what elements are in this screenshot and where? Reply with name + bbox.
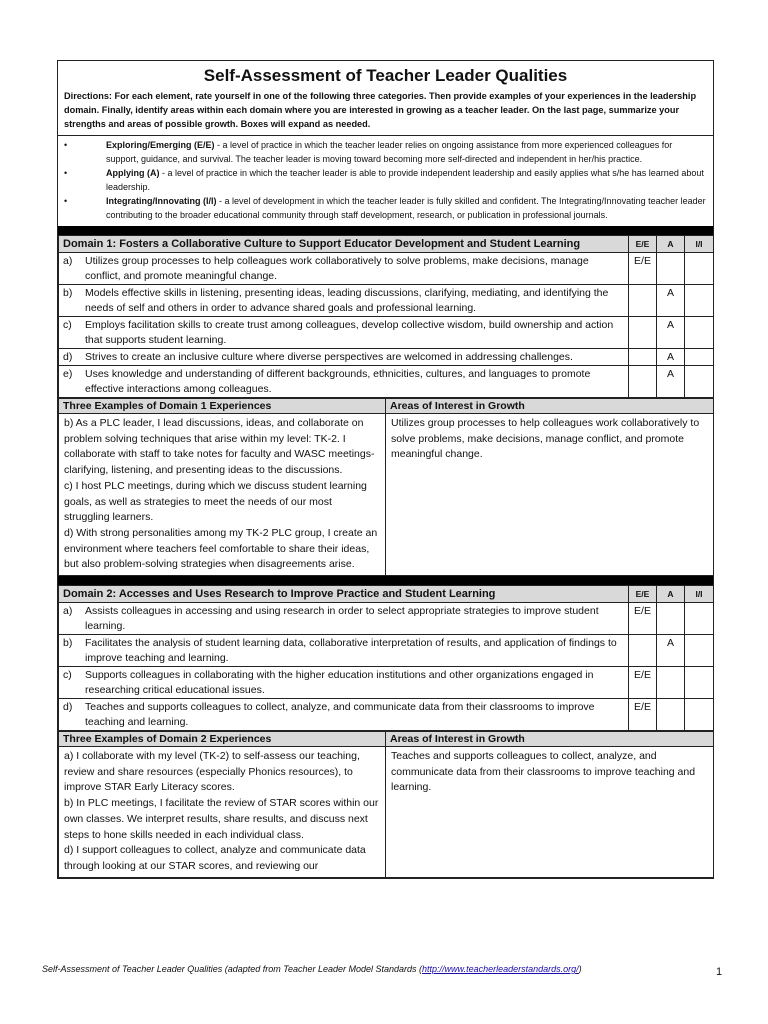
category-term: Applying (A)	[106, 168, 160, 178]
standard-text: Models effective skills in listening, presenting ideas, leading discussions, clarifying, mediating, and identifying the needs of self and others in order to advance shared goals and professional learning.	[85, 287, 609, 314]
assessment-sheet	[57, 60, 714, 879]
standard-row	[59, 285, 714, 317]
category-text: - a level of practice in which the teacher leader is able to provide independent leadership and easily applies what s/he has learned about leadership.	[106, 168, 704, 192]
example-entry: b) As a PLC leader, I lead discussions, ideas, and collaborate on problem solving techniques that arise within my level: TK-2. I collaborate with staff to take notes for faculty and WASC meetings- clarifying, listening, and presenting ideas to the discussions.	[64, 417, 375, 477]
rating-ii-cell[interactable]	[685, 317, 714, 349]
standard-label: c)	[63, 319, 72, 331]
col-ee-header: E/E	[629, 586, 657, 603]
rating-a-cell[interactable]	[657, 667, 685, 699]
rating-ee-cell[interactable]: E/E	[629, 603, 657, 635]
rating-a-cell[interactable]	[657, 253, 685, 285]
standard-label: a)	[63, 605, 73, 618]
footer	[42, 964, 582, 974]
standard-label: b)	[63, 287, 73, 299]
standard-row	[59, 366, 714, 398]
rating-ee-cell[interactable]: E/E	[629, 253, 657, 285]
rating-ee-cell[interactable]	[629, 635, 657, 667]
rating-ii-cell[interactable]	[685, 667, 714, 699]
examples-header: Three Examples of Domain 1 Experiences	[59, 399, 386, 414]
domain1-title: Domain 1: Fosters a Collaborative Culture to Support Educator Development and Student Learning	[59, 236, 629, 253]
standard-label: d)	[63, 351, 73, 363]
standard-cell	[59, 253, 629, 285]
category-text: - a level of development in which the teacher leader is fully skilled and confident. The Integrating/Innovating teacher leader contributing to the broader educational community through staff development, research, or publication in professional journals.	[106, 196, 706, 220]
standard-label: d)	[63, 701, 73, 714]
footer-text: Self-Assessment of Teacher Leader Qualities (adapted from Teacher Leader Model Standards (	[42, 964, 423, 974]
growth-cell[interactable]	[386, 747, 714, 878]
growth-text: Utilizes group processes to help colleagues work collaboratively to solve problems, make decisions, manage conflict, and promote meaningful change.	[391, 417, 700, 461]
bullet: •	[64, 196, 68, 206]
standard-cell	[59, 285, 629, 317]
standard-row	[59, 253, 714, 285]
standard-text: Uses knowledge and understanding of different backgrounds, ethnicities, cultures, and languages to promote effective interactions among colleagues.	[85, 368, 591, 395]
bullet: •	[64, 140, 68, 150]
standard-text: Utilizes group processes to help colleagues work collaboratively to solve problems, make decisions, manage conflict, and promote meaningful change.	[85, 255, 589, 282]
standard-label: a)	[63, 255, 73, 267]
standard-text: Teaches and supports colleagues to collect, analyze, and communicate data from their classrooms to improve teaching and learning.	[85, 701, 595, 729]
col-ee-header: E/E	[629, 236, 657, 253]
standard-cell	[59, 699, 629, 731]
example-entry: c) I host PLC meetings, during which we discuss student learning goals, as well as strategies to meet the needs of our most struggling learners.	[64, 479, 367, 524]
standard-cell	[59, 366, 629, 398]
example-entry: b) In PLC meetings, I facilitate the review of STAR scores within our own classes. We interpret results, share results, and discuss next steps to hone skills needed in each individual class.	[64, 797, 379, 841]
standard-text: Assists colleagues in accessing and using research in order to select appropriate strategies to improve student learning.	[85, 605, 599, 633]
standard-label: c)	[63, 669, 72, 682]
rating-a-cell[interactable]: A	[657, 285, 685, 317]
standard-cell	[59, 603, 629, 635]
category-term: Exploring/Emerging (E/E)	[106, 140, 215, 150]
standard-text: Employs facilitation skills to create trust among colleagues, develop collective wisdom, build ownership and action that supports student learning.	[85, 319, 614, 346]
footer-close: )	[578, 964, 582, 974]
standard-text: Strives to create an inclusive culture where diverse perspectives are welcomed in addressing challenges.	[85, 351, 573, 363]
col-ii-header: I/I	[685, 236, 714, 253]
page-number: 1	[716, 966, 723, 978]
standard-label: e)	[63, 368, 73, 380]
rating-ee-cell[interactable]	[629, 366, 657, 398]
domain1-examples-table	[58, 398, 714, 576]
category-item	[64, 138, 707, 166]
rating-ee-cell[interactable]: E/E	[629, 699, 657, 731]
rating-ii-cell[interactable]	[685, 699, 714, 731]
rating-a-cell[interactable]: A	[657, 317, 685, 349]
examples-cell[interactable]	[59, 747, 386, 878]
example-entry: a) I collaborate with my level (TK-2) to self-assess our teaching, review and share resources (especially Phonics resources), to improve STAR Early Literacy scores.	[64, 750, 360, 794]
standard-row	[59, 317, 714, 349]
example-entry: d) I support colleagues to collect, analyze and communicate data through looking at our STAR scores, and reviewing our	[64, 844, 366, 872]
standard-row	[59, 349, 714, 366]
rating-a-cell[interactable]	[657, 603, 685, 635]
rating-ii-cell[interactable]	[685, 635, 714, 667]
rating-ee-cell[interactable]	[629, 285, 657, 317]
rating-ii-cell[interactable]	[685, 603, 714, 635]
rating-ee-cell[interactable]: E/E	[629, 667, 657, 699]
growth-cell[interactable]	[386, 414, 714, 576]
standard-text: Facilitates the analysis of student learning data, collaborative interpretation of results, and application of findings to improve teaching and learning.	[85, 637, 617, 665]
examples-cell[interactable]	[59, 414, 386, 576]
standard-row	[59, 667, 714, 699]
domain2-title: Domain 2: Accesses and Uses Research to Improve Practice and Student Learning	[59, 586, 629, 603]
footer-link[interactable]: http://www.teacherleaderstandards.org/	[422, 964, 579, 974]
standard-text: Supports colleagues in collaborating with the higher education institutions and other organizations engaged in researching critical educational issues.	[85, 669, 594, 697]
category-item	[64, 166, 707, 194]
standard-cell	[59, 349, 629, 366]
rating-ii-cell[interactable]	[685, 366, 714, 398]
rating-a-cell[interactable]: A	[657, 366, 685, 398]
standard-row	[59, 635, 714, 667]
rating-ii-cell[interactable]	[685, 349, 714, 366]
bullet: •	[64, 168, 68, 178]
domain2-examples-table	[58, 731, 714, 878]
example-entry: d) With strong personalities among my TK-2 PLC group, I create an environment where teachers feel comfortable to share their ideas, but also problem-solving strategies when disagreements arise.	[64, 526, 378, 571]
rating-ee-cell[interactable]	[629, 317, 657, 349]
category-term: Integrating/Innovating (I/I)	[106, 196, 217, 206]
col-a-header: A	[657, 236, 685, 253]
standard-cell	[59, 667, 629, 699]
standard-row	[59, 699, 714, 731]
page-title: Self-Assessment of Teacher Leader Qualities	[203, 66, 568, 85]
standard-label: b)	[63, 637, 73, 650]
rating-ii-cell[interactable]	[685, 285, 714, 317]
rating-a-cell[interactable]: A	[657, 349, 685, 366]
col-a-header: A	[657, 586, 685, 603]
col-ii-header: I/I	[685, 586, 714, 603]
rating-ii-cell[interactable]	[685, 253, 714, 285]
examples-header: Three Examples of Domain 2 Experiences	[59, 732, 386, 747]
directions: Directions: For each element, rate yourself in one of the following three categories. Then provide examples of your experiences in the leadership domain. Finally, identify areas within each domain where you are interested in growing as a teacher leader. On the last page, summarize your strengths and areas of possible growth. Boxes will expand as needed.	[64, 91, 697, 129]
category-item	[64, 194, 707, 222]
growth-header: Areas of Interest in Growth	[386, 399, 714, 414]
rating-a-cell[interactable]	[657, 699, 685, 731]
rating-ee-cell[interactable]	[629, 349, 657, 366]
section-divider	[58, 576, 713, 585]
standard-cell	[59, 317, 629, 349]
growth-header: Areas of Interest in Growth	[386, 732, 714, 747]
category-list	[58, 136, 713, 226]
rating-a-cell[interactable]: A	[657, 635, 685, 667]
section-divider	[58, 226, 713, 235]
growth-text: Teaches and supports colleagues to collect, analyze, and communicate data from their classrooms to improve teaching and learning.	[391, 750, 696, 794]
standard-row	[59, 603, 714, 635]
standard-cell	[59, 635, 629, 667]
domain2-table	[58, 585, 714, 731]
domain1-table	[58, 235, 714, 398]
category-text: - a level of practice in which the teacher leader relies on ongoing assistance from more experienced colleagues for support, guidance, and survival. The teacher leader is moving toward becoming more self-directed and independent in her/his practice.	[106, 140, 673, 164]
